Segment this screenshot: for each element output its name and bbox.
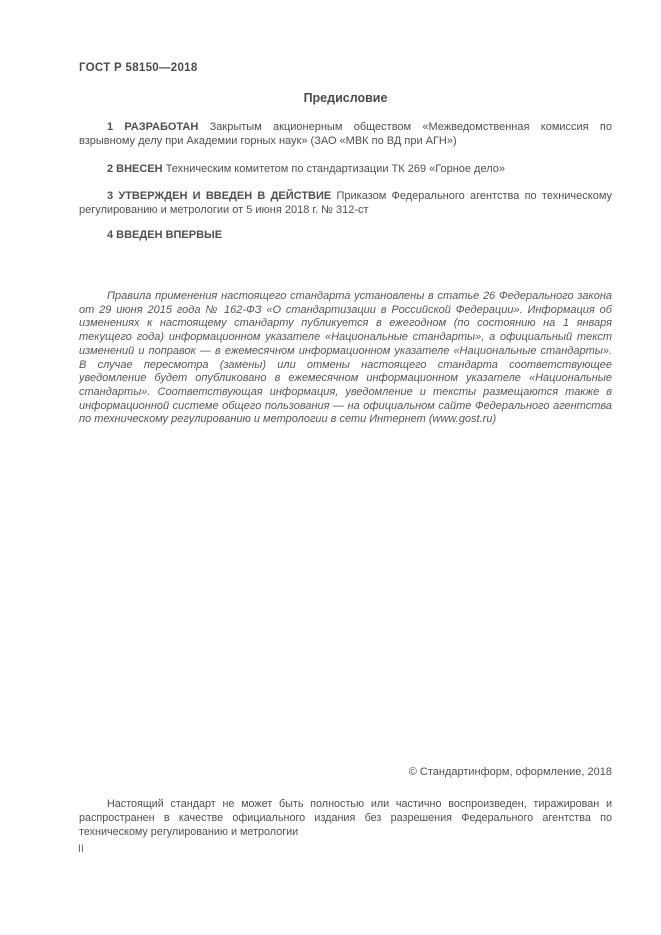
copyright-line: © Стандартинформ, оформление, 2018 xyxy=(408,766,612,778)
standard-designation: ГОСТ Р 58150—2018 xyxy=(79,62,198,74)
clause-text: Приказом Федерального агентства по техническому регулированию и метрологии от 5 июня 2018 г. № 312-ст xyxy=(79,190,613,216)
clause-developed-by xyxy=(79,120,612,148)
clause-introduced-first-time xyxy=(79,228,612,242)
clause-keyword: 4 ВВЕДЕН ВПЕРВЫЕ xyxy=(107,229,223,241)
clause-text: Закрытым акционерным обществом «Межведомственная комиссия по взрывному делу при Академии горных наук» (ЗАО «МВК по ВД при АГН») xyxy=(79,121,612,147)
clause-submitted-by xyxy=(79,162,612,176)
clause-approved-by xyxy=(79,189,612,217)
clause-text: Техническим комитетом по стандартизации ТК 269 «Горное дело» xyxy=(165,163,506,175)
application-rules-notice: Правила применения настоящего стандарта установлены в статье 26 Федерального закона от 29 июня 2015 года № 162-ФЗ «О стандартизации в Российской Федерации». Информация об изменениях к настоящему стандарту публикуется в ежегодном (по состоянию на 1 января текущего года) информационном указателе «Национальные стандарты», а официальный текст изменений и поправок — в ежемесячном информационном указателе «Национальные стандарты». В случае пересмотра (замены) или отмены настоящего стандарта соответствующее уведомление будет опубликовано в ежемесячном информационном указателе «Национальные стандарты». Соответствующая информация, уведомление и тексты размещаются также в информационной системе общего пользования — на официальном сайте Федерального агентства по техническому регулированию и метрологии в сети Интернет (www.gost.ru) xyxy=(79,290,612,426)
clause-keyword: 2 ВНЕСЕН xyxy=(107,163,163,175)
reproduction-restriction-notice: Настоящий стандарт не может быть полностью или частично воспроизведен, тиражирован и распространен в качестве официального издания без разрешения Федерального агентства по техническому регулированию и метрологии xyxy=(79,798,612,838)
clause-keyword: 1 РАЗРАБОТАН xyxy=(107,121,199,133)
clause-keyword: 3 УТВЕРЖДЕН И ВВЕДЕН В ДЕЙСТВИЕ xyxy=(107,190,332,202)
page-title: Предисловие xyxy=(303,91,388,105)
page-number: II xyxy=(78,843,85,855)
